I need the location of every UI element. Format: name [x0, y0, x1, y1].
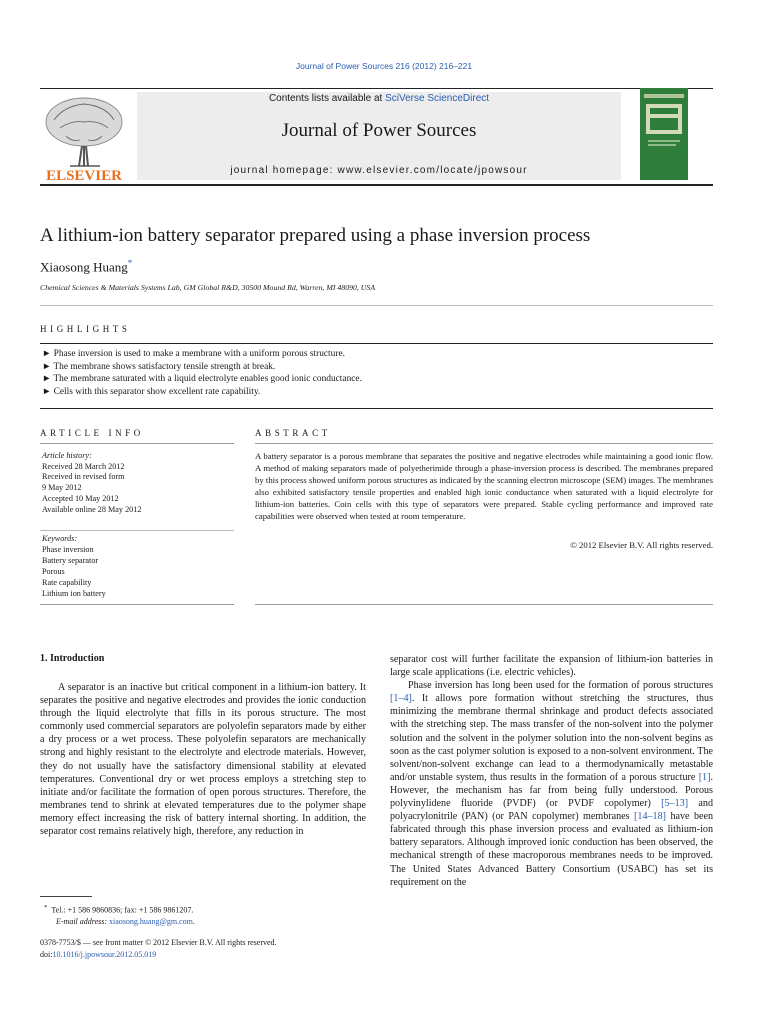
header-bottom-rule: [40, 184, 713, 186]
article-info-rule: [40, 443, 234, 444]
reference-link[interactable]: [5–13]: [661, 798, 689, 810]
keywords-label: Keywords:: [42, 534, 78, 543]
journal-citation-link[interactable]: Journal of Power Sources 216 (2012) 216–221: [295, 61, 473, 71]
affiliation-rule: [40, 305, 713, 306]
abstract-copyright: © 2012 Elsevier B.V. All rights reserved.: [570, 540, 713, 550]
article-info-bottom-rule: [40, 604, 234, 605]
journal-homepage[interactable]: journal homepage: www.elsevier.com/locate/jpowsour: [230, 165, 528, 176]
history-entry: Received 28 March 2012: [42, 461, 125, 471]
highlights-list: [42, 348, 712, 399]
keyword: Porous: [42, 566, 65, 576]
history-entry: Available online 28 May 2012: [42, 504, 142, 514]
contents-availability: Contents lists available at SciVerse ScienceDirect: [268, 93, 490, 104]
reference-link[interactable]: [1]: [698, 771, 711, 783]
keyword: Phase inversion: [42, 544, 94, 554]
keyword: Rate capability: [42, 577, 92, 587]
elsevier-tree-icon: [40, 92, 128, 184]
header-top-rule: [40, 88, 713, 89]
author-affiliation: Chemical Sciences & Materials Systems Lab, GM Global R&D, 30500 Mound Rd, Warren, MI 48090, USA: [40, 283, 376, 292]
journal-title: Journal of Power Sources: [281, 120, 477, 141]
keyword: Lithium ion battery: [42, 588, 106, 598]
abstract-heading: ABSTRACT: [255, 428, 331, 438]
keywords: [42, 534, 232, 599]
corresponding-author-footnote: [40, 902, 370, 927]
body-paragraph: Phase inversion has long been used for the formation of porous structures [1–4]. It allows pore formation without stretching the structures, thus minimizing the membrane thermal shrinkage and product defects associated with the stretching step. The mass transfer of the non-solvent into the polymer solution and the solvent in the polymer solution into the non-solvent begins as soon as the cast polymer solution is exposed to a non-solvent environment. The solvent/non-solvent exchange can lead to a thermodynamically metastable and/or unstable system, thus results in the formation of a porous structure [1]. However, the mechanism has far from being fully understood. Porous polyvinylidene fluoride (PVDF) (or PVDF copolymer) [5–13] and polyacrylonitrile (PAN) (or PAN copolymer) membranes [14–18] have been fabricated through this phase inversion process and evaluated as lithium-ion battery separators. Although improved ionic conduction has been observed, the mechanical strength of these macroporous membranes needs to be improved. The United States Advanced Battery Consortium (USABC) has set its requirement on the: [390, 680, 713, 888]
highlights-bottom-rule: [40, 408, 713, 409]
highlight-item: ► Phase inversion is used to make a membrane with a uniform porous structure.: [42, 349, 345, 359]
issn-line: 0378-7753/$ — see front matter © 2012 Elsevier B.V. All rights reserved.: [40, 938, 277, 947]
author-name: Xiaosong Huang*: [40, 258, 133, 275]
article-info-heading: ARTICLE INFO: [40, 428, 144, 438]
highlight-item: ► The membrane shows satisfactory tensile strength at break.: [42, 361, 276, 372]
body-paragraph: A separator is an inactive but critical component in a lithium-ion battery. It separates the positive and negative electrodes and provides the ionic conduction through the liquid electrolyte that fills in its porous structure. The most commonly used commercial separators are polyolefin separators made by either a dry process or a wet process. These polyolefin separators are mechanically strong and highly resistant to the electrolyte and electrode materials. However, they do not usually have the satisfactory dimensional stability at elevated temperatures. Conventional dry or wet process employs a stretching step to initiate and/or facilitate the formation of open porous structures. Therefore, the membranes tend to shrink at elevated temperatures due to the polymer shape memory effect increasing the risk of battery internal shorting. In addition, the separator cost remains relatively high, therefore, any reduction in: [40, 682, 366, 838]
footnote-contact: * Tel.: +1 586 9860836; fax: +1 586 9861207.: [44, 904, 194, 915]
email-link[interactable]: xiaosong.huang@gm.com: [109, 916, 193, 926]
body-left-column: [40, 681, 366, 838]
publication-meta: [40, 937, 370, 960]
doi-link[interactable]: 10.1016/j.jpowsour.2012.05.019: [52, 949, 157, 959]
introduction-heading: 1. Introduction: [40, 653, 105, 664]
keywords-rule: [40, 530, 234, 531]
article-history: [42, 451, 232, 515]
reference-link[interactable]: [1–4]: [390, 693, 412, 705]
doi-line: doi:10.1016/j.jpowsour.2012.05.019: [40, 949, 157, 959]
article-title: A lithium-ion battery separator prepared using a phase inversion process: [40, 225, 591, 246]
highlights-top-rule: [40, 343, 713, 344]
body-right-column: [390, 653, 713, 889]
abstract-bottom-rule: [255, 604, 713, 605]
abstract-rule: [255, 443, 713, 444]
footnote-email: E-mail address: xiaosong.huang@gm.com.: [56, 916, 195, 926]
journal-cover-image: [640, 88, 688, 180]
keyword: Battery separator: [42, 555, 99, 565]
highlight-item: ► Cells with this separator show excellent rate capability.: [42, 387, 261, 398]
sciencedirect-link[interactable]: SciVerse ScienceDirect: [385, 93, 490, 104]
history-entry: Accepted 10 May 2012: [42, 493, 119, 503]
history-entry: 9 May 2012: [42, 483, 82, 493]
elsevier-logo: [40, 92, 128, 184]
highlight-item: ► The membrane saturated with a liquid electrolyte enables good ionic conductance.: [42, 374, 362, 385]
highlights-heading: HIGHLIGHTS: [40, 324, 131, 334]
history-label: Article history:: [42, 451, 92, 460]
body-paragraph: separator cost will further facilitate the expansion of lithium-ion batteries in large scale applications (i.e. electric vehicles).: [390, 654, 713, 679]
abstract-text: A battery separator is a porous membrane that separates the positive and negative electrodes while maintaining a good ionic flow. A method of making separators made of polyetherimide through a phase-inversion process is described. The membranes prepared by this process showed uniform porous structures as indicated by the scanning electron microscope (SEM) images. The membranes also exhibited satisfactory tensile properties and enabled high ionic conductance when saturated with a liquid electrolyte for lithium-ion batteries. Coin cells with this type of separators were prepared. Stable cycling performance and improved rate capabilities were observed when tested at room temperature.: [255, 451, 713, 521]
footnote-rule: [40, 896, 92, 897]
reference-link[interactable]: [14–18]: [634, 811, 666, 823]
history-entry: Received in revised form: [42, 472, 125, 482]
author-footnote-mark[interactable]: *: [127, 258, 133, 268]
elsevier-wordmark: ELSEVIER: [46, 168, 122, 184]
